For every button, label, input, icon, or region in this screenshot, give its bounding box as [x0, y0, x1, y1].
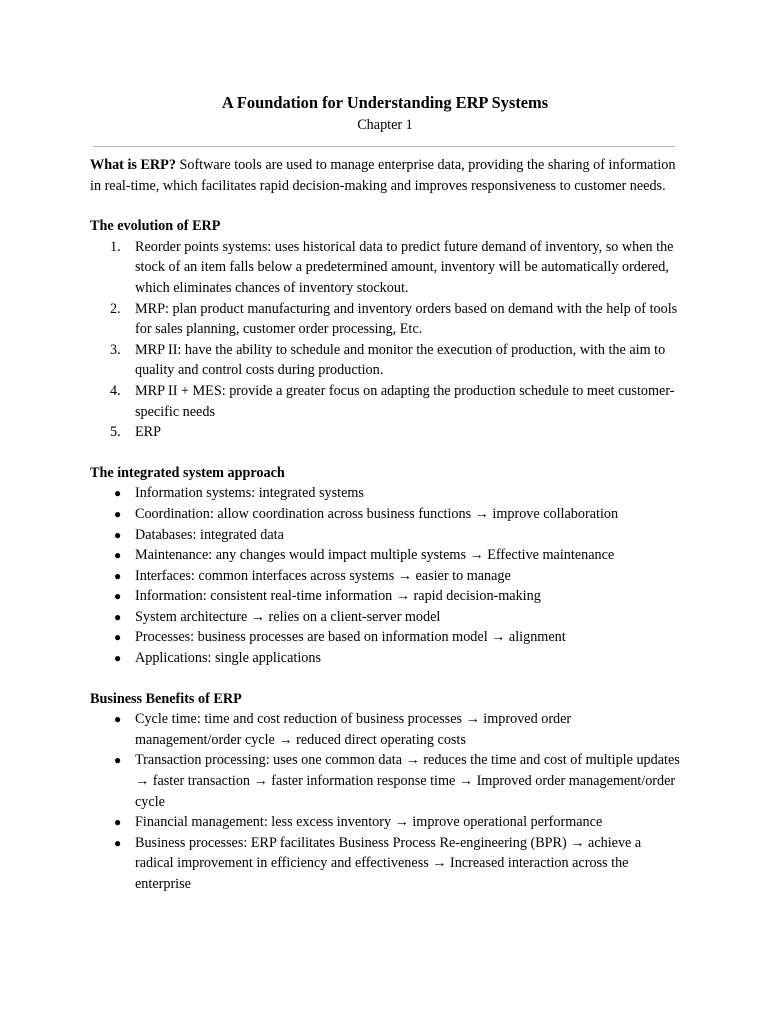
document-page — [90, 92, 680, 895]
list-item-text: Transaction processing: uses one common data → reduces the time and cost of multiple updates → faster transaction → faster information response time → Improved order management/order cycle — [135, 752, 680, 810]
evolution-list — [90, 237, 680, 443]
bullet-icon: ● — [114, 506, 122, 521]
list-item — [90, 340, 680, 381]
benefits-list — [90, 709, 680, 894]
list-item — [90, 709, 680, 750]
bullet-icon: ● — [114, 548, 122, 563]
list-item-text: Reorder points systems: uses historical data to predict future demand of inventory, so when the stock of an item falls below a predetermined amount, inventory will be automatically ordered, which eliminates chances of inventory stockout. — [135, 238, 674, 296]
title-divider — [93, 146, 675, 147]
list-item — [90, 566, 680, 587]
intro-term: What is ERP? — [90, 157, 176, 173]
list-item-text: Coordination: allow coordination across business functions → improve collaboration — [135, 505, 619, 522]
list-item — [90, 422, 680, 443]
list-item-text: System architecture → relies on a client-server model — [135, 608, 441, 625]
list-item-text: Processes: business processes are based on information model → alignment — [135, 629, 566, 646]
list-item-text: ERP — [135, 424, 162, 441]
bullet-icon: ● — [114, 815, 122, 830]
list-item-text: Applications: single applications — [135, 650, 321, 667]
document-subtitle: Chapter 1 — [357, 117, 413, 133]
list-item — [90, 299, 680, 340]
list-item — [90, 750, 680, 812]
bullet-icon: ● — [114, 835, 122, 850]
integrated-list — [90, 483, 680, 668]
list-item-text: MRP II: have the ability to schedule and monitor the execution of production, with the aim to quality and control costs during production. — [135, 341, 666, 379]
list-item — [90, 381, 680, 422]
bullet-icon: ● — [114, 753, 122, 768]
list-item — [90, 812, 680, 833]
list-item — [90, 237, 680, 299]
list-number: 1. — [110, 238, 121, 255]
list-item — [90, 648, 680, 669]
list-item-text: MRP II + MES: provide a greater focus on adapting the production schedule to meet customer-specific needs — [135, 382, 675, 420]
list-item-text: Databases: integrated data — [135, 526, 284, 543]
evolution-heading: The evolution of ERP — [90, 218, 221, 235]
list-item — [90, 483, 680, 504]
intro-paragraph — [90, 155, 680, 196]
intro-text: Software tools are used to manage enterprise data, providing the sharing of information in real-time, which facilitates rapid decision-making and improves responsiveness to customer needs. — [90, 157, 676, 194]
benefits-heading: Business Benefits of ERP — [90, 690, 242, 707]
list-number: 4. — [110, 382, 121, 399]
bullet-icon: ● — [114, 630, 122, 645]
list-item — [90, 504, 680, 525]
list-item-text: Information systems: integrated systems — [135, 485, 364, 502]
list-item — [90, 607, 680, 628]
bullet-icon: ● — [114, 651, 122, 666]
bullet-icon: ● — [114, 486, 122, 501]
list-item-text: Maintenance: any changes would impact multiple systems → Effective maintenance — [135, 547, 615, 564]
list-item-text: MRP: plan product manufacturing and inventory orders based on demand with the help of tools for sales planning, customer order processing, Etc. — [135, 300, 678, 338]
bullet-icon: ● — [114, 527, 122, 542]
list-item-text: Business processes: ERP facilitates Business Process Re-engineering (BPR) → achieve a radical improvement in efficiency and effectiveness → Increased interaction across the enterprise — [135, 834, 642, 892]
list-item-text: Information: consistent real-time information → rapid decision-making — [135, 588, 541, 605]
bullet-icon: ● — [114, 568, 122, 583]
document-title: A Foundation for Understanding ERP Systems — [221, 93, 549, 112]
list-item-text: Financial management: less excess inventory → improve operational performance — [135, 814, 603, 831]
list-item — [90, 627, 680, 648]
list-item-text: Cycle time: time and cost reduction of business processes → improved order management/order cycle → reduced direct operating costs — [135, 711, 572, 748]
bullet-icon: ● — [114, 589, 122, 604]
list-number: 5. — [110, 424, 121, 441]
list-item-text: Interfaces: common interfaces across systems → easier to manage — [135, 567, 511, 584]
list-item — [90, 545, 680, 566]
list-number: 2. — [110, 300, 121, 317]
list-item — [90, 586, 680, 607]
list-number: 3. — [110, 341, 121, 358]
integrated-heading: The integrated system approach — [90, 464, 285, 481]
bullet-icon: ● — [114, 712, 122, 727]
list-item — [90, 833, 680, 895]
list-item — [90, 525, 680, 546]
bullet-icon: ● — [114, 609, 122, 624]
